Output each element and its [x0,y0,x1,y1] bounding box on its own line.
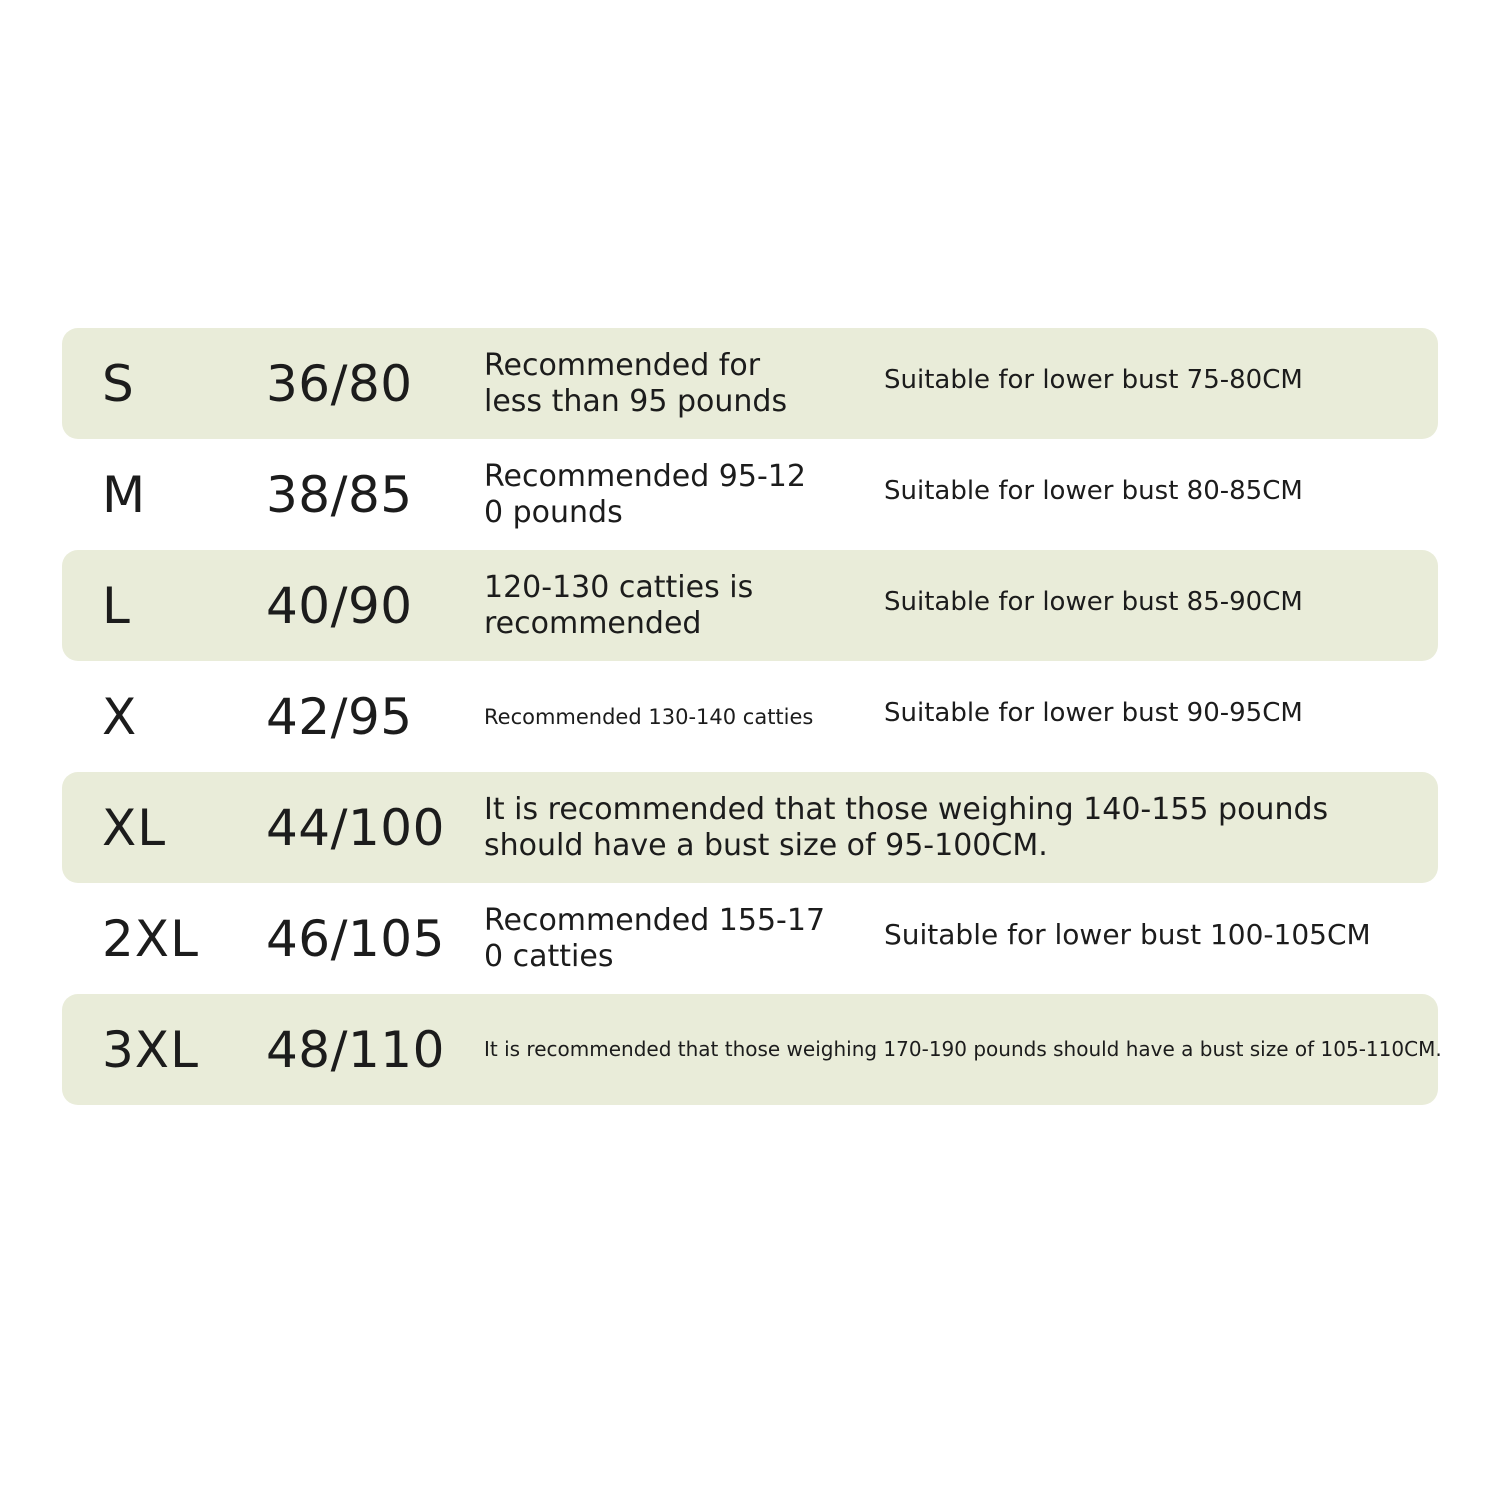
size-row-xl [62,772,1438,883]
size-label: 2XL [102,909,199,968]
size-row-m [62,439,1438,550]
bust-measure: 40/90 [266,576,413,635]
weight-recommendation: It is recommended that those weighing 140-155 pounds should have a bust size of 95-100CM. [484,791,1329,863]
lower-bust-note: Suitable for lower bust 85-90CM [884,586,1303,617]
size-label: L [102,576,131,635]
size-row-s [62,328,1438,439]
size-row-x [62,661,1438,772]
weight-recommendation: Recommended 130-140 catties [484,704,814,729]
size-chart [62,328,1442,1105]
lower-bust-note: Suitable for lower bust 100-105CM [884,918,1371,951]
bust-measure: 46/105 [266,909,445,968]
weight-recommendation: Recommended 155-17 0 catties [484,902,826,974]
bust-measure: 36/80 [266,354,413,413]
weight-recommendation: Recommended for less than 95 pounds [484,347,788,419]
weight-recommendation: It is recommended that those weighing 170-190 pounds should have a bust size of 105-110CM. [484,1037,1442,1061]
size-label: 3XL [102,1020,199,1079]
size-row-l [62,550,1438,661]
bust-measure: 48/110 [266,1020,445,1079]
size-label: S [102,354,135,413]
size-row-3xl [62,994,1442,1105]
size-row-2xl [62,883,1438,994]
size-label: M [102,465,147,524]
bust-measure: 38/85 [266,465,413,524]
size-label: XL [102,798,167,857]
weight-recommendation: Recommended 95-12 0 pounds [484,458,806,530]
lower-bust-note: Suitable for lower bust 80-85CM [884,475,1303,506]
bust-measure: 42/95 [266,687,413,746]
size-label: X [102,687,138,746]
weight-recommendation: 120-130 catties is recommended [484,569,754,641]
lower-bust-note: Suitable for lower bust 75-80CM [884,364,1303,395]
lower-bust-note: Suitable for lower bust 90-95CM [884,697,1303,728]
bust-measure: 44/100 [266,798,445,857]
